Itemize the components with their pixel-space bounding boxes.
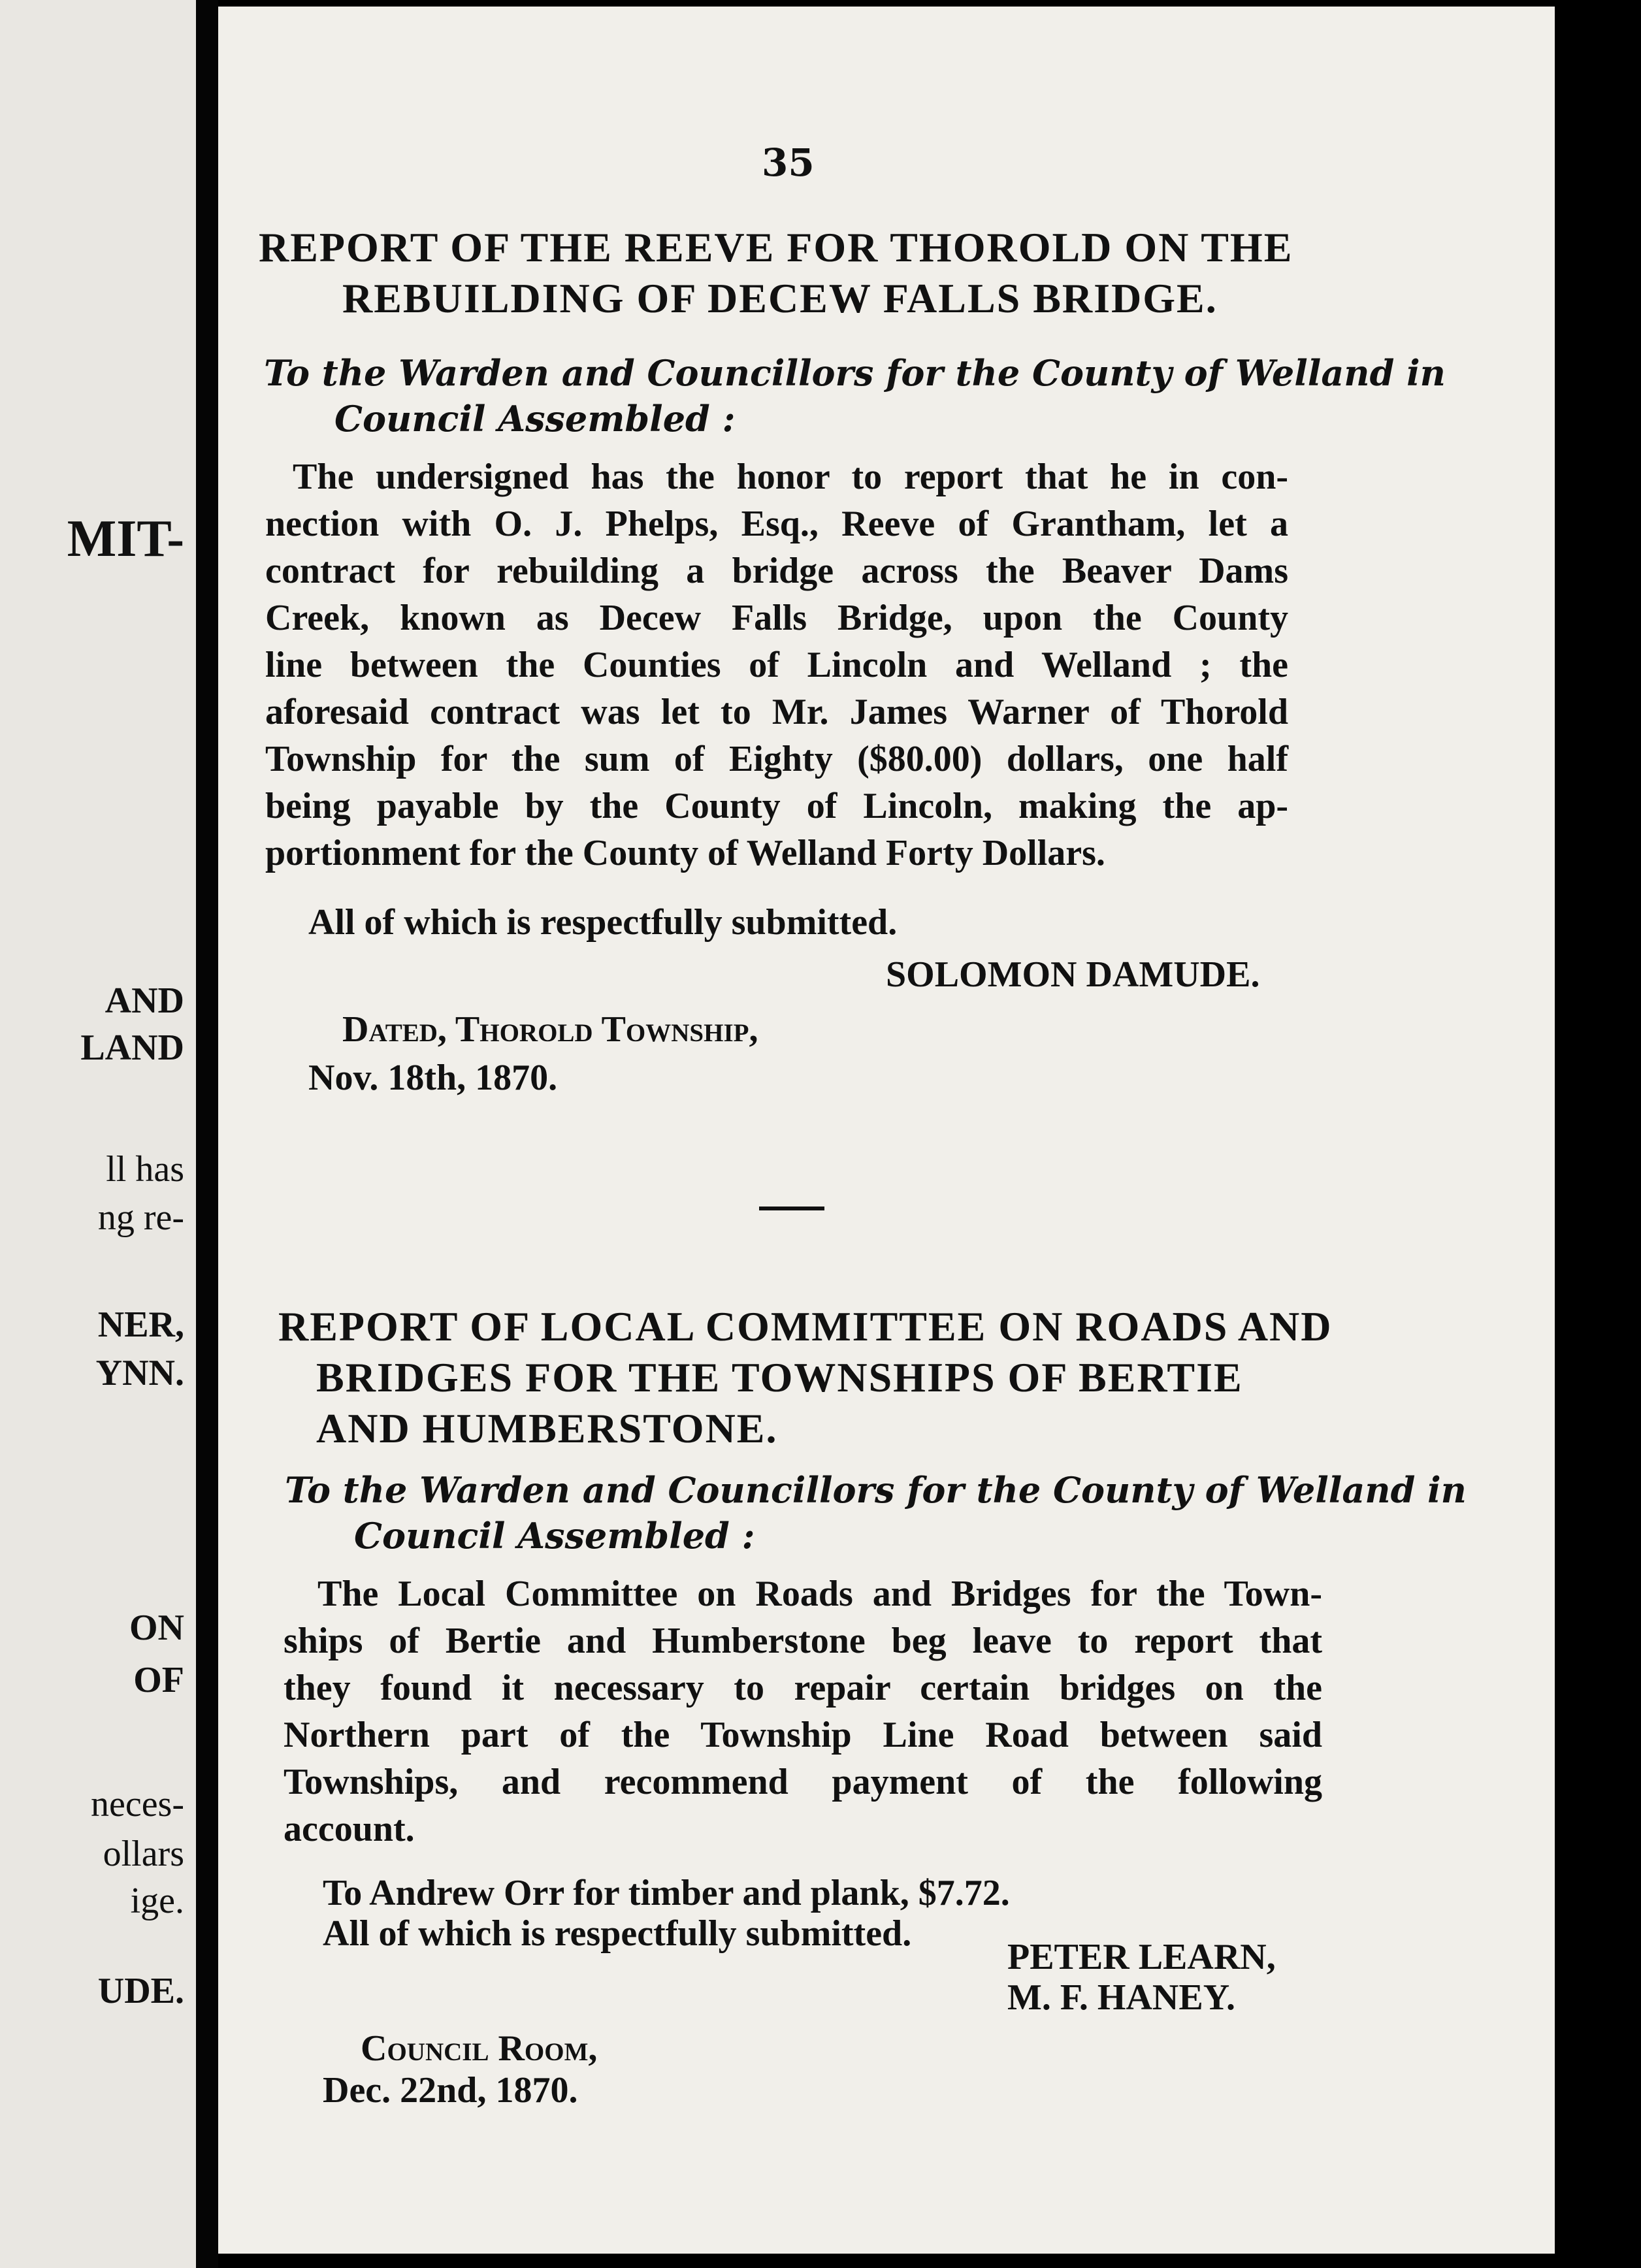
report-body: The undersigned has the honor to report that he in con- nection with O. J. Phelps, Esq., Reeve of Grantham, let a contract for rebuilding a bridge across the Beaver Dams Creek, known as Decew Falls Bridge, upon the County line between the Counties of Lincoln and Welland ; the aforesaid contract was let to Mr. James Warner of Thorold Township for the sum of Eighty ($80.00) dollars, one half being payable by the County of Lincoln, making the ap- portionment for the County of Welland Forty Dollars. [265,457,1288,873]
place-line: Council Room, [361,2028,598,2069]
facing-fragment: NER, [97,1304,184,1345]
facing-page-fragment [0,0,196,2268]
report-local-committee [218,1301,1555,1853]
page-number: 35 [762,140,815,185]
facing-fragment: OF [133,1660,184,1700]
facing-fragment: YNN. [95,1353,184,1393]
dated-line: Dated, Thorold Township, [342,1009,758,1050]
report-address: To the Warden and Councillors for the County of Welland in Council Assembled : [285,1469,1467,1557]
facing-fragment: ll has [106,1149,184,1190]
facing-fragment: ollars [103,1834,184,1874]
account-line: To Andrew Orr for timber and plank, $7.72. [323,1873,1010,1913]
report-heading: REPORT OF THE REEVE FOR THOROLD ON THE REBUILDING OF DECEW FALLS BRIDGE. [259,224,1293,321]
facing-fragment: ON [129,1608,184,1648]
facing-fragment: ng re- [97,1197,184,1238]
closing-statement: All of which is respectfully submitted. [308,902,898,943]
signature: PETER LEARN, [1007,1937,1276,1977]
report-thorold-reeve [218,222,1555,877]
facing-fragment: neces- [90,1784,184,1824]
date-line: Dec. 22nd, 1870. [323,2070,578,2111]
section-divider [759,1207,824,1210]
facing-fragment: MIT- [67,510,184,568]
report-address: To the Warden and Councillors for the County of Welland in Council Assembled : [264,352,1446,440]
closing-statement: All of which is respectfully submitted. [323,1913,912,1954]
signature: M. F. HANEY. [1007,1977,1236,2018]
facing-fragment: LAND [80,1028,184,1068]
page-gutter [196,0,218,2268]
facing-fragment: UDE. [97,1971,184,2011]
facing-fragment: ige. [130,1881,184,1921]
date-line: Nov. 18th, 1870. [308,1058,558,1098]
document-page [218,7,1555,2254]
report-body: The Local Committee on Roads and Bridges for the Town- ships of Bertie and Humberstone beg leave to report that they found it necessary to repair certain bridges on the Northern part of the Township Line Road between said Townships, and recommend payment of the following account. [284,1574,1322,1849]
signature: SOLOMON DAMUDE. [886,954,1260,995]
report-heading: REPORT OF LOCAL COMMITTEE ON ROADS AND BRIDGES FOR THE TOWNSHIPS OF BERTIE AND HUMBERSTONE. [278,1303,1333,1451]
facing-fragment: AND [105,980,184,1021]
